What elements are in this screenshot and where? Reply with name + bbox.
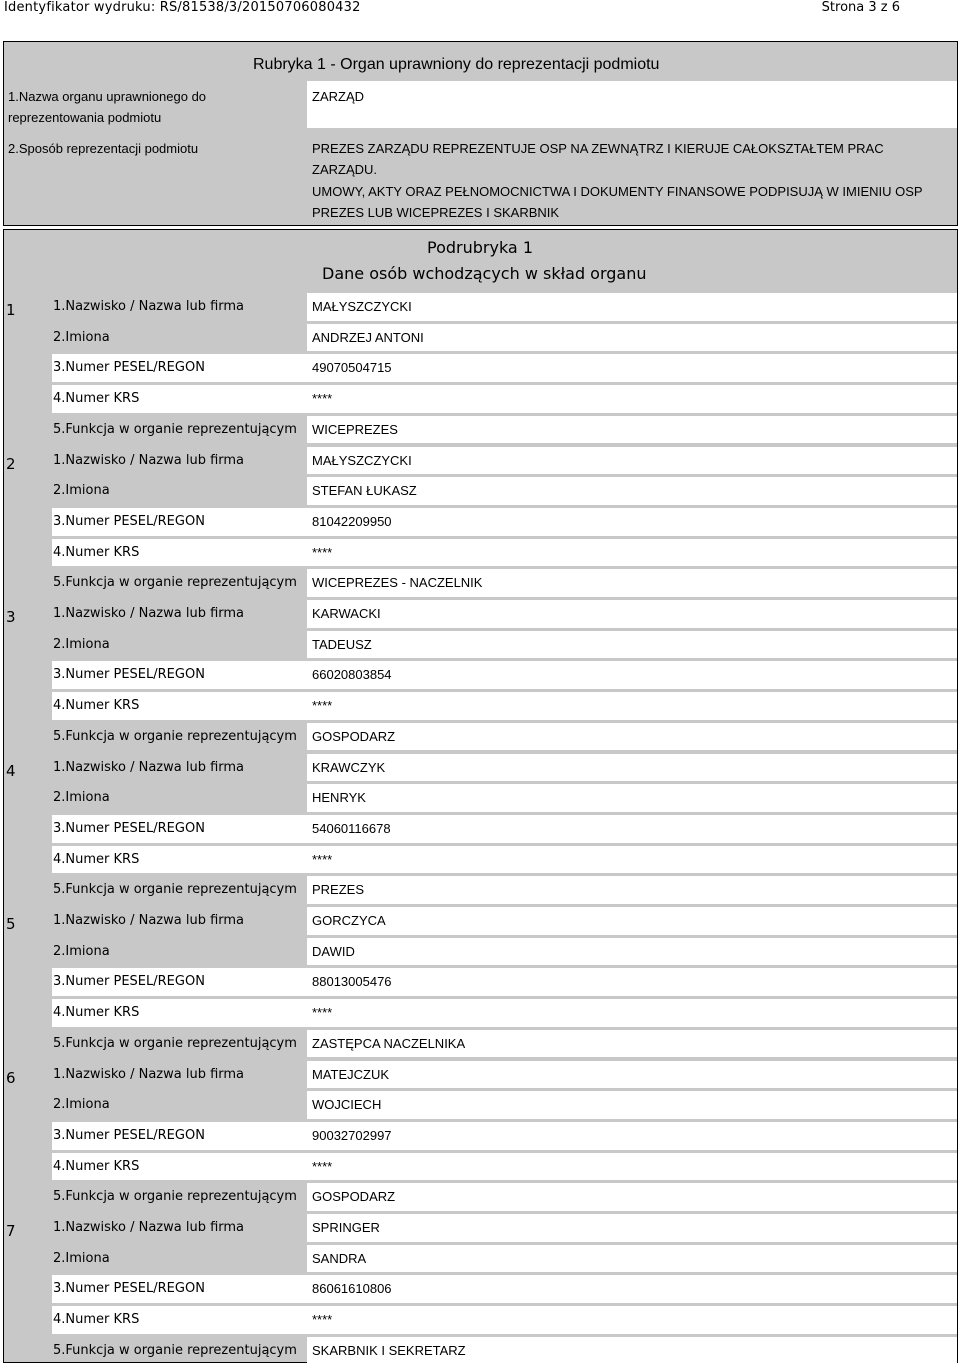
person-nazwisko-label: 1.Nazwisko / Nazwa lub firma <box>53 913 245 928</box>
person-krs-label: 4.Numer KRS <box>53 391 140 407</box>
person-pesel-label: 3.Numer PESEL/REGON <box>53 1127 205 1143</box>
person-pesel-value: 54060116678 <box>312 820 391 836</box>
person-krs-value: **** <box>312 1158 333 1174</box>
person-funkcja-cell <box>307 1183 957 1211</box>
person-krs-value: **** <box>312 1312 333 1328</box>
person-funkcja-value: GOSPODARZ <box>312 1189 396 1205</box>
person-pesel-label: 3.Numer PESEL/REGON <box>53 1281 205 1297</box>
person-funkcja-label: 5.Funkcja w organie reprezentującym <box>53 882 297 898</box>
person-number: 2 <box>6 454 16 473</box>
person-funkcja-cell <box>307 723 957 751</box>
person-funkcja-value: PREZES <box>312 882 365 898</box>
person-imiona-label: 2.Imiona <box>53 636 110 652</box>
person-nazwisko-label: 1.Nazwisko / Nazwa lub firma <box>53 1066 245 1082</box>
podrubryka-subtitle: Dane osób wchodzących w skład organu <box>322 264 647 283</box>
person-pesel-label: 3.Numer PESEL/REGON <box>53 360 205 376</box>
person-krs-cell <box>52 1306 957 1334</box>
person-imiona-cell <box>307 631 957 659</box>
person-imiona-value: WOJCIECH <box>312 1097 382 1113</box>
person-pesel-label: 3.Numer PESEL/REGON <box>53 974 205 990</box>
person-nazwisko-value: GORCZYCA <box>312 913 386 928</box>
sposob-line-4: PREZES LUB WICEPREZES I SKARBNIK <box>312 205 560 220</box>
person-nazwisko-cell <box>307 754 957 782</box>
person-number: 1 <box>6 301 16 319</box>
person-nazwisko-cell <box>307 1061 957 1089</box>
person-imiona-label: 2.Imiona <box>53 1097 110 1113</box>
person-imiona-value: DAWID <box>312 943 355 959</box>
print-identifier: Identyfikator wydruku: RS/81538/3/20150706080432 <box>4 0 361 15</box>
person-pesel-value: 66020803854 <box>312 667 392 683</box>
person-funkcja-value: GOSPODARZ <box>312 728 396 744</box>
person-pesel-value: 49070504715 <box>312 360 392 376</box>
page-number: Strona 3 z 6 <box>821 0 900 15</box>
person-funkcja-cell <box>307 876 957 904</box>
person-number: 4 <box>6 761 16 780</box>
person-krs-cell <box>52 539 957 567</box>
person-funkcja-label: 5.Funkcja w organie reprezentującym <box>53 1342 297 1358</box>
person-nazwisko-value: MAŁYSZCZYCKI <box>312 299 412 314</box>
person-pesel-value: 86061610806 <box>312 1281 392 1297</box>
person-nazwisko-value: MATEJCZUK <box>312 1066 390 1082</box>
person-pesel-label: 3.Numer PESEL/REGON <box>53 820 205 836</box>
person-nazwisko-cell <box>307 600 957 628</box>
person-funkcja-label: 5.Funkcja w organie reprezentującym <box>53 728 297 744</box>
person-nazwisko-label: 1.Nazwisko / Nazwa lub firma <box>53 606 245 621</box>
organ-value: ZARZĄD <box>312 89 364 104</box>
person-nazwisko-cell <box>307 1214 957 1242</box>
person-nazwisko-value: KRAWCZYK <box>312 759 386 775</box>
person-krs-label: 4.Numer KRS <box>53 1312 140 1328</box>
person-pesel-value: 81042209950 <box>312 513 392 529</box>
person-number: 6 <box>6 1068 16 1087</box>
person-funkcja-label: 5.Funkcja w organie reprezentującym <box>53 575 297 591</box>
person-nazwisko-label: 1.Nazwisko / Nazwa lub firma <box>53 759 245 775</box>
person-krs-value: **** <box>312 544 333 560</box>
person-number: 5 <box>6 915 16 933</box>
person-pesel-value: 88013005476 <box>312 974 392 990</box>
person-number: 3 <box>6 608 16 626</box>
person-imiona-label: 2.Imiona <box>53 790 110 806</box>
person-krs-label: 4.Numer KRS <box>53 1005 140 1021</box>
person-krs-label: 4.Numer KRS <box>53 698 140 714</box>
rubryka-title: Rubryka 1 - Organ uprawniony do reprezentacji podmiotu <box>253 56 660 73</box>
person-funkcja-label: 5.Funkcja w organie reprezentującym <box>53 1035 297 1051</box>
person-krs-cell <box>52 1153 957 1181</box>
sposob-line-1: PREZES ZARZĄDU REPREZENTUJE OSP NA ZEWNĄTRZ I KIERUJE CAŁOKSZTAŁTEM PRAC <box>312 141 884 156</box>
person-imiona-cell <box>307 1245 957 1273</box>
sposob-line-3: UMOWY, AKTY ORAZ PEŁNOMOCNICTWA I DOKUMENTY FINANSOWE PODPISUJĄ W IMIENIU OSP <box>312 184 923 199</box>
person-funkcja-value: WICEPREZES - NACZELNIK <box>312 575 483 591</box>
person-nazwisko-cell <box>307 907 957 935</box>
person-imiona-label: 2.Imiona <box>53 943 110 959</box>
person-krs-cell <box>52 846 957 874</box>
person-nazwisko-label: 1.Nazwisko / Nazwa lub firma <box>53 1220 245 1235</box>
person-krs-label: 4.Numer KRS <box>53 544 140 560</box>
person-funkcja-label: 5.Funkcja w organie reprezentującym <box>53 421 297 437</box>
person-nazwisko-value: KARWACKI <box>312 606 381 621</box>
person-nazwisko-value: MAŁYSZCZYCKI <box>312 452 412 468</box>
sposob-label: 2.Sposób reprezentacji podmiotu <box>8 141 199 156</box>
person-pesel-value: 90032702997 <box>312 1127 392 1143</box>
person-imiona-value: ANDRZEJ ANTONI <box>312 329 424 345</box>
organ-value-cell <box>307 81 957 128</box>
sposob-line-2: ZARZĄDU. <box>312 162 377 177</box>
organ-label-line-2: reprezentowania podmiotu <box>8 110 162 125</box>
person-krs-value: **** <box>312 391 333 407</box>
person-krs-label: 4.Numer KRS <box>53 1158 140 1174</box>
person-imiona-value: STEFAN ŁUKASZ <box>312 483 417 499</box>
person-imiona-label: 2.Imiona <box>53 329 110 345</box>
person-number: 7 <box>6 1222 16 1240</box>
person-krs-cell <box>52 692 957 720</box>
person-nazwisko-value: SPRINGER <box>312 1220 380 1235</box>
person-krs-value: **** <box>312 1005 333 1021</box>
person-imiona-value: SANDRA <box>312 1250 367 1266</box>
person-krs-cell <box>52 385 957 413</box>
person-pesel-label: 3.Numer PESEL/REGON <box>53 667 205 683</box>
person-imiona-cell <box>307 1091 957 1119</box>
person-imiona-value: TADEUSZ <box>312 636 372 652</box>
person-imiona-cell <box>307 784 957 812</box>
organ-label-line-1: 1.Nazwa organu uprawnionego do <box>8 89 207 104</box>
person-funkcja-value: WICEPREZES <box>312 421 398 437</box>
person-imiona-label: 2.Imiona <box>53 1250 110 1266</box>
person-funkcja-cell <box>307 416 957 444</box>
person-funkcja-label: 5.Funkcja w organie reprezentującym <box>53 1189 297 1205</box>
person-pesel-label: 3.Numer PESEL/REGON <box>53 513 205 529</box>
person-nazwisko-label: 1.Nazwisko / Nazwa lub firma <box>53 299 245 314</box>
person-funkcja-value: SKARBNIK I SEKRETARZ <box>312 1342 466 1358</box>
person-krs-cell <box>52 999 957 1027</box>
person-krs-value: **** <box>312 851 333 867</box>
person-imiona-value: HENRYK <box>312 790 366 806</box>
podrubryka-title: Podrubryka 1 <box>427 238 533 257</box>
person-krs-label: 4.Numer KRS <box>53 851 140 867</box>
person-nazwisko-label: 1.Nazwisko / Nazwa lub firma <box>53 452 245 468</box>
person-imiona-cell <box>307 938 957 966</box>
person-krs-value: **** <box>312 698 333 714</box>
person-imiona-label: 2.Imiona <box>53 483 110 499</box>
person-funkcja-value: ZASTĘPCA NACZELNIKA <box>312 1035 466 1051</box>
